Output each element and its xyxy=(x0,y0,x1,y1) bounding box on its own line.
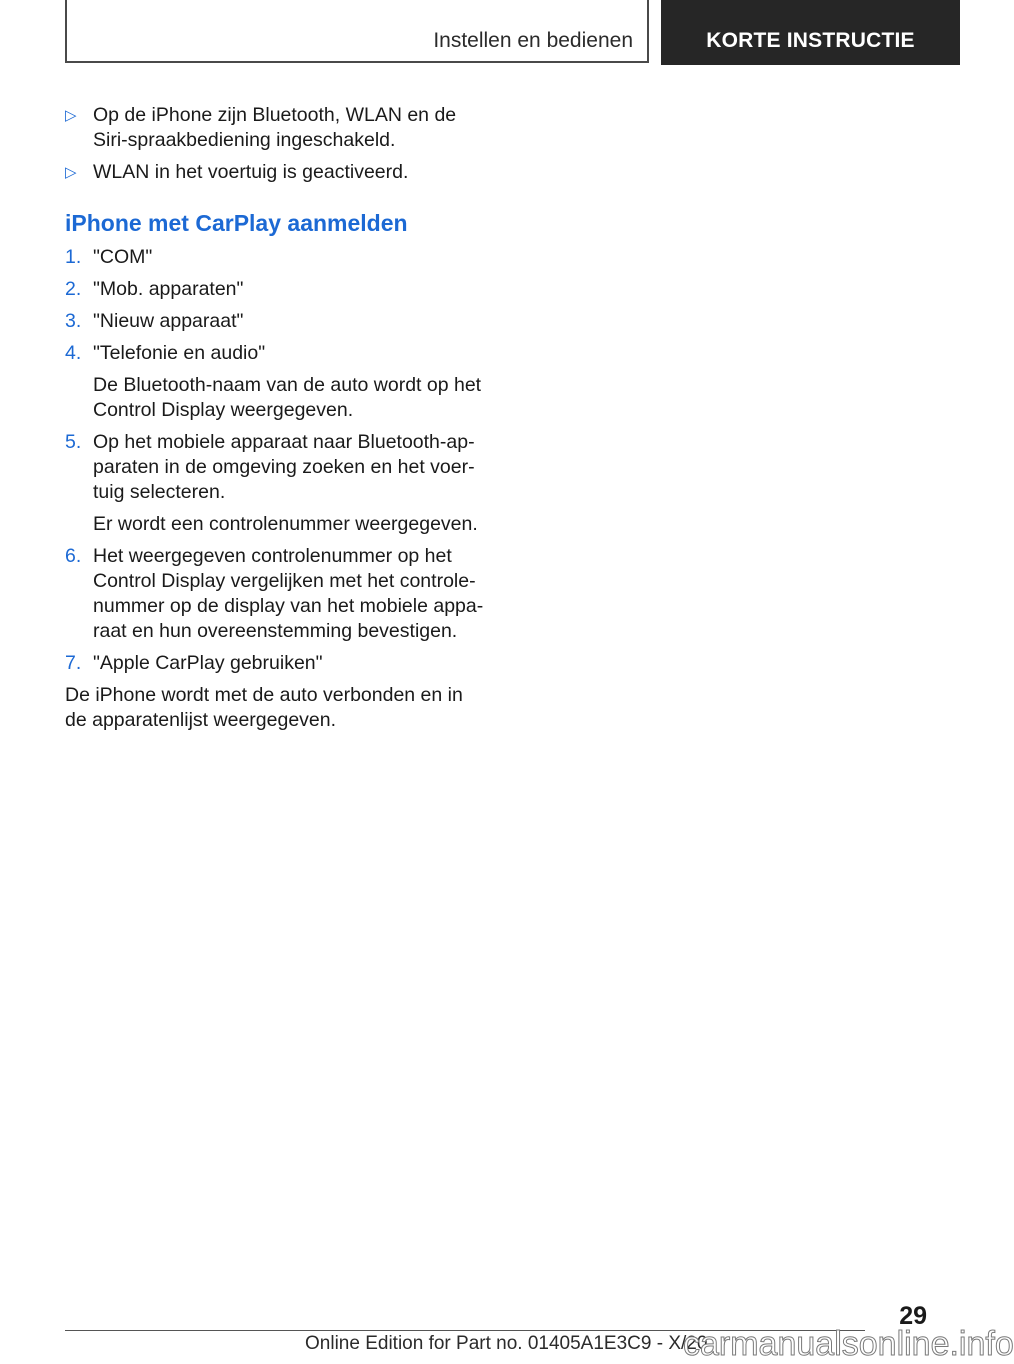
step-item xyxy=(65,430,485,537)
step-item xyxy=(65,544,485,644)
result-text: De iPhone wordt met de auto verbonden en in de apparatenlijst weergegeven. xyxy=(65,684,463,731)
main-content xyxy=(65,103,485,733)
section-heading: iPhone met CarPlay aanmelden xyxy=(65,210,408,236)
header-chapter-label: KORTE INSTRUCTIE xyxy=(706,29,915,52)
step-item xyxy=(65,341,485,423)
step-text: Op het mobiele apparaat naar Bluetooth-apparaten in de omgeving zoeken en het voertuig selecteren. xyxy=(93,431,475,503)
prerequisite-item xyxy=(65,160,485,185)
step-text: "Telefonie en audio" xyxy=(93,342,266,364)
step-text: "COM" xyxy=(93,246,153,268)
step-text: "Nieuw apparaat" xyxy=(93,310,244,332)
step-item xyxy=(65,309,485,334)
header-section-title: Instellen en bedienen xyxy=(433,29,633,52)
step-number: 6. xyxy=(65,545,82,567)
step-number: 2. xyxy=(65,278,82,300)
step-number: 4. xyxy=(65,342,82,364)
step-note: De Bluetooth-naam van de auto wordt op het Control Display weergegeven. xyxy=(93,374,482,421)
step-number: 7. xyxy=(65,652,82,674)
step-item xyxy=(65,651,485,676)
step-item xyxy=(65,245,485,270)
triangle-bullet-icon: ▷ xyxy=(65,107,77,124)
step-text: "Apple CarPlay gebruiken" xyxy=(93,652,323,674)
page-number: 29 xyxy=(899,1302,927,1330)
step-number: 3. xyxy=(65,310,82,332)
prerequisite-text: Op de iPhone zijn Bluetooth, WLAN en de Siri-spraakbediening ingeschakeld. xyxy=(93,104,457,151)
prerequisite-text: WLAN in het voertuig is geactiveerd. xyxy=(93,161,409,183)
header-section-box xyxy=(65,0,649,63)
triangle-bullet-icon: ▷ xyxy=(65,164,77,181)
step-text: "Mob. apparaten" xyxy=(93,278,244,300)
footer-edition: Online Edition for Part no. 01405A1E3C9 - X/20 xyxy=(305,1333,708,1354)
step-number: 5. xyxy=(65,431,82,453)
step-number: 1. xyxy=(65,246,82,268)
prerequisite-item xyxy=(65,103,485,153)
step-item xyxy=(65,277,485,302)
header-chapter-tab xyxy=(661,0,960,65)
watermark: carmanualsonline.info xyxy=(683,1325,1014,1363)
step-note: Er wordt een controlenummer weergegeven. xyxy=(93,513,478,535)
step-text: Het weergegeven controlenummer op het Control Display vergelijken met het controlenummer op de display van het mobiele apparaat en hun overeenstemming bevestigen. xyxy=(93,545,484,642)
